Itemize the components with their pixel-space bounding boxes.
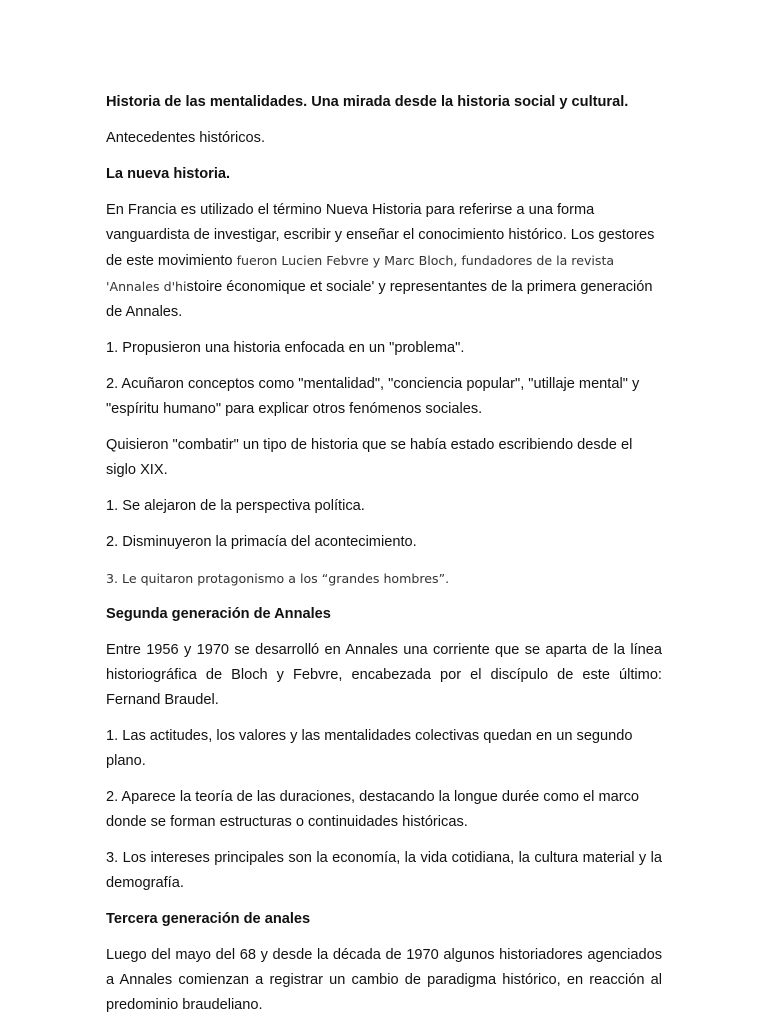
paragraph-nueva-historia-intro bbox=[106, 198, 662, 325]
document-page bbox=[106, 90, 662, 1029]
heading-tercera-generacion: Tercera generación de anales bbox=[106, 911, 311, 927]
list-item: 2. Disminuyeron la primacía del acontecimiento. bbox=[106, 534, 417, 550]
list-item: 1. Las actitudes, los valores y las mentalidades colectivas quedan en un segundo plano. bbox=[106, 728, 633, 769]
paragraph-combatir: Quisieron "combatir" un tipo de historia que se había estado escribiendo desde el siglo XIX. bbox=[106, 437, 633, 478]
list-item: 2. Acuñaron conceptos como "mentalidad", "conciencia popular", "utillaje mental" y "espíritu humano" para explicar otros fenómenos sociales. bbox=[106, 376, 640, 417]
document-title: Historia de las mentalidades. Una mirada desde la historia social y cultural. bbox=[106, 94, 629, 110]
paragraph-segunda-intro: Entre 1956 y 1970 se desarrolló en Annales una corriente que se aparta de la línea historiográfica de Bloch y Febvre, encabezada por el discípulo de este último: Fernand Braudel. bbox=[106, 642, 662, 708]
intro-text-1: En Francia es utilizado el término Nueva Historia para referirse a una forma vanguardista de investigar, escribir y enseñar el conocimiento histórico. Los gestores de este movimiento bbox=[106, 202, 655, 269]
intro-text-4: et sociale' y representantes de la primera generación de Annales. bbox=[106, 279, 653, 320]
list-item: 2. Aparece la teoría de las duraciones, destacando la longue durée como el marco donde se forman estructuras o continuidades históricas. bbox=[106, 789, 640, 830]
heading-segunda-generacion: Segunda generación de Annales bbox=[106, 606, 331, 622]
intro-text-2: fueron Lucien Febvre y Marc Bloch, fundadores de la revista 'Annales d'hi bbox=[106, 253, 615, 294]
heading-nueva-historia: La nueva historia. bbox=[106, 166, 231, 182]
list-item: 3. Los intereses principales son la economía, la vida cotidiana, la cultura material y la demografía. bbox=[106, 850, 662, 891]
paragraph-tercera-intro: Luego del mayo del 68 y desde la década de 1970 algunos historiadores agenciados a Annales comienzan a registrar un cambio de paradigma histórico, en reacción al predominio braudeliano. bbox=[106, 947, 662, 1013]
intro-text-3: stoire économique bbox=[186, 279, 306, 295]
subtitle-antecedentes: Antecedentes históricos. bbox=[106, 130, 265, 146]
list-item: 3. Le quitaron protagonismo a los “grandes hombres”. bbox=[106, 571, 450, 586]
list-item: 1. Propusieron una historia enfocada en un "problema". bbox=[106, 340, 465, 356]
list-item: 1. Se alejaron de la perspectiva política. bbox=[106, 498, 365, 514]
